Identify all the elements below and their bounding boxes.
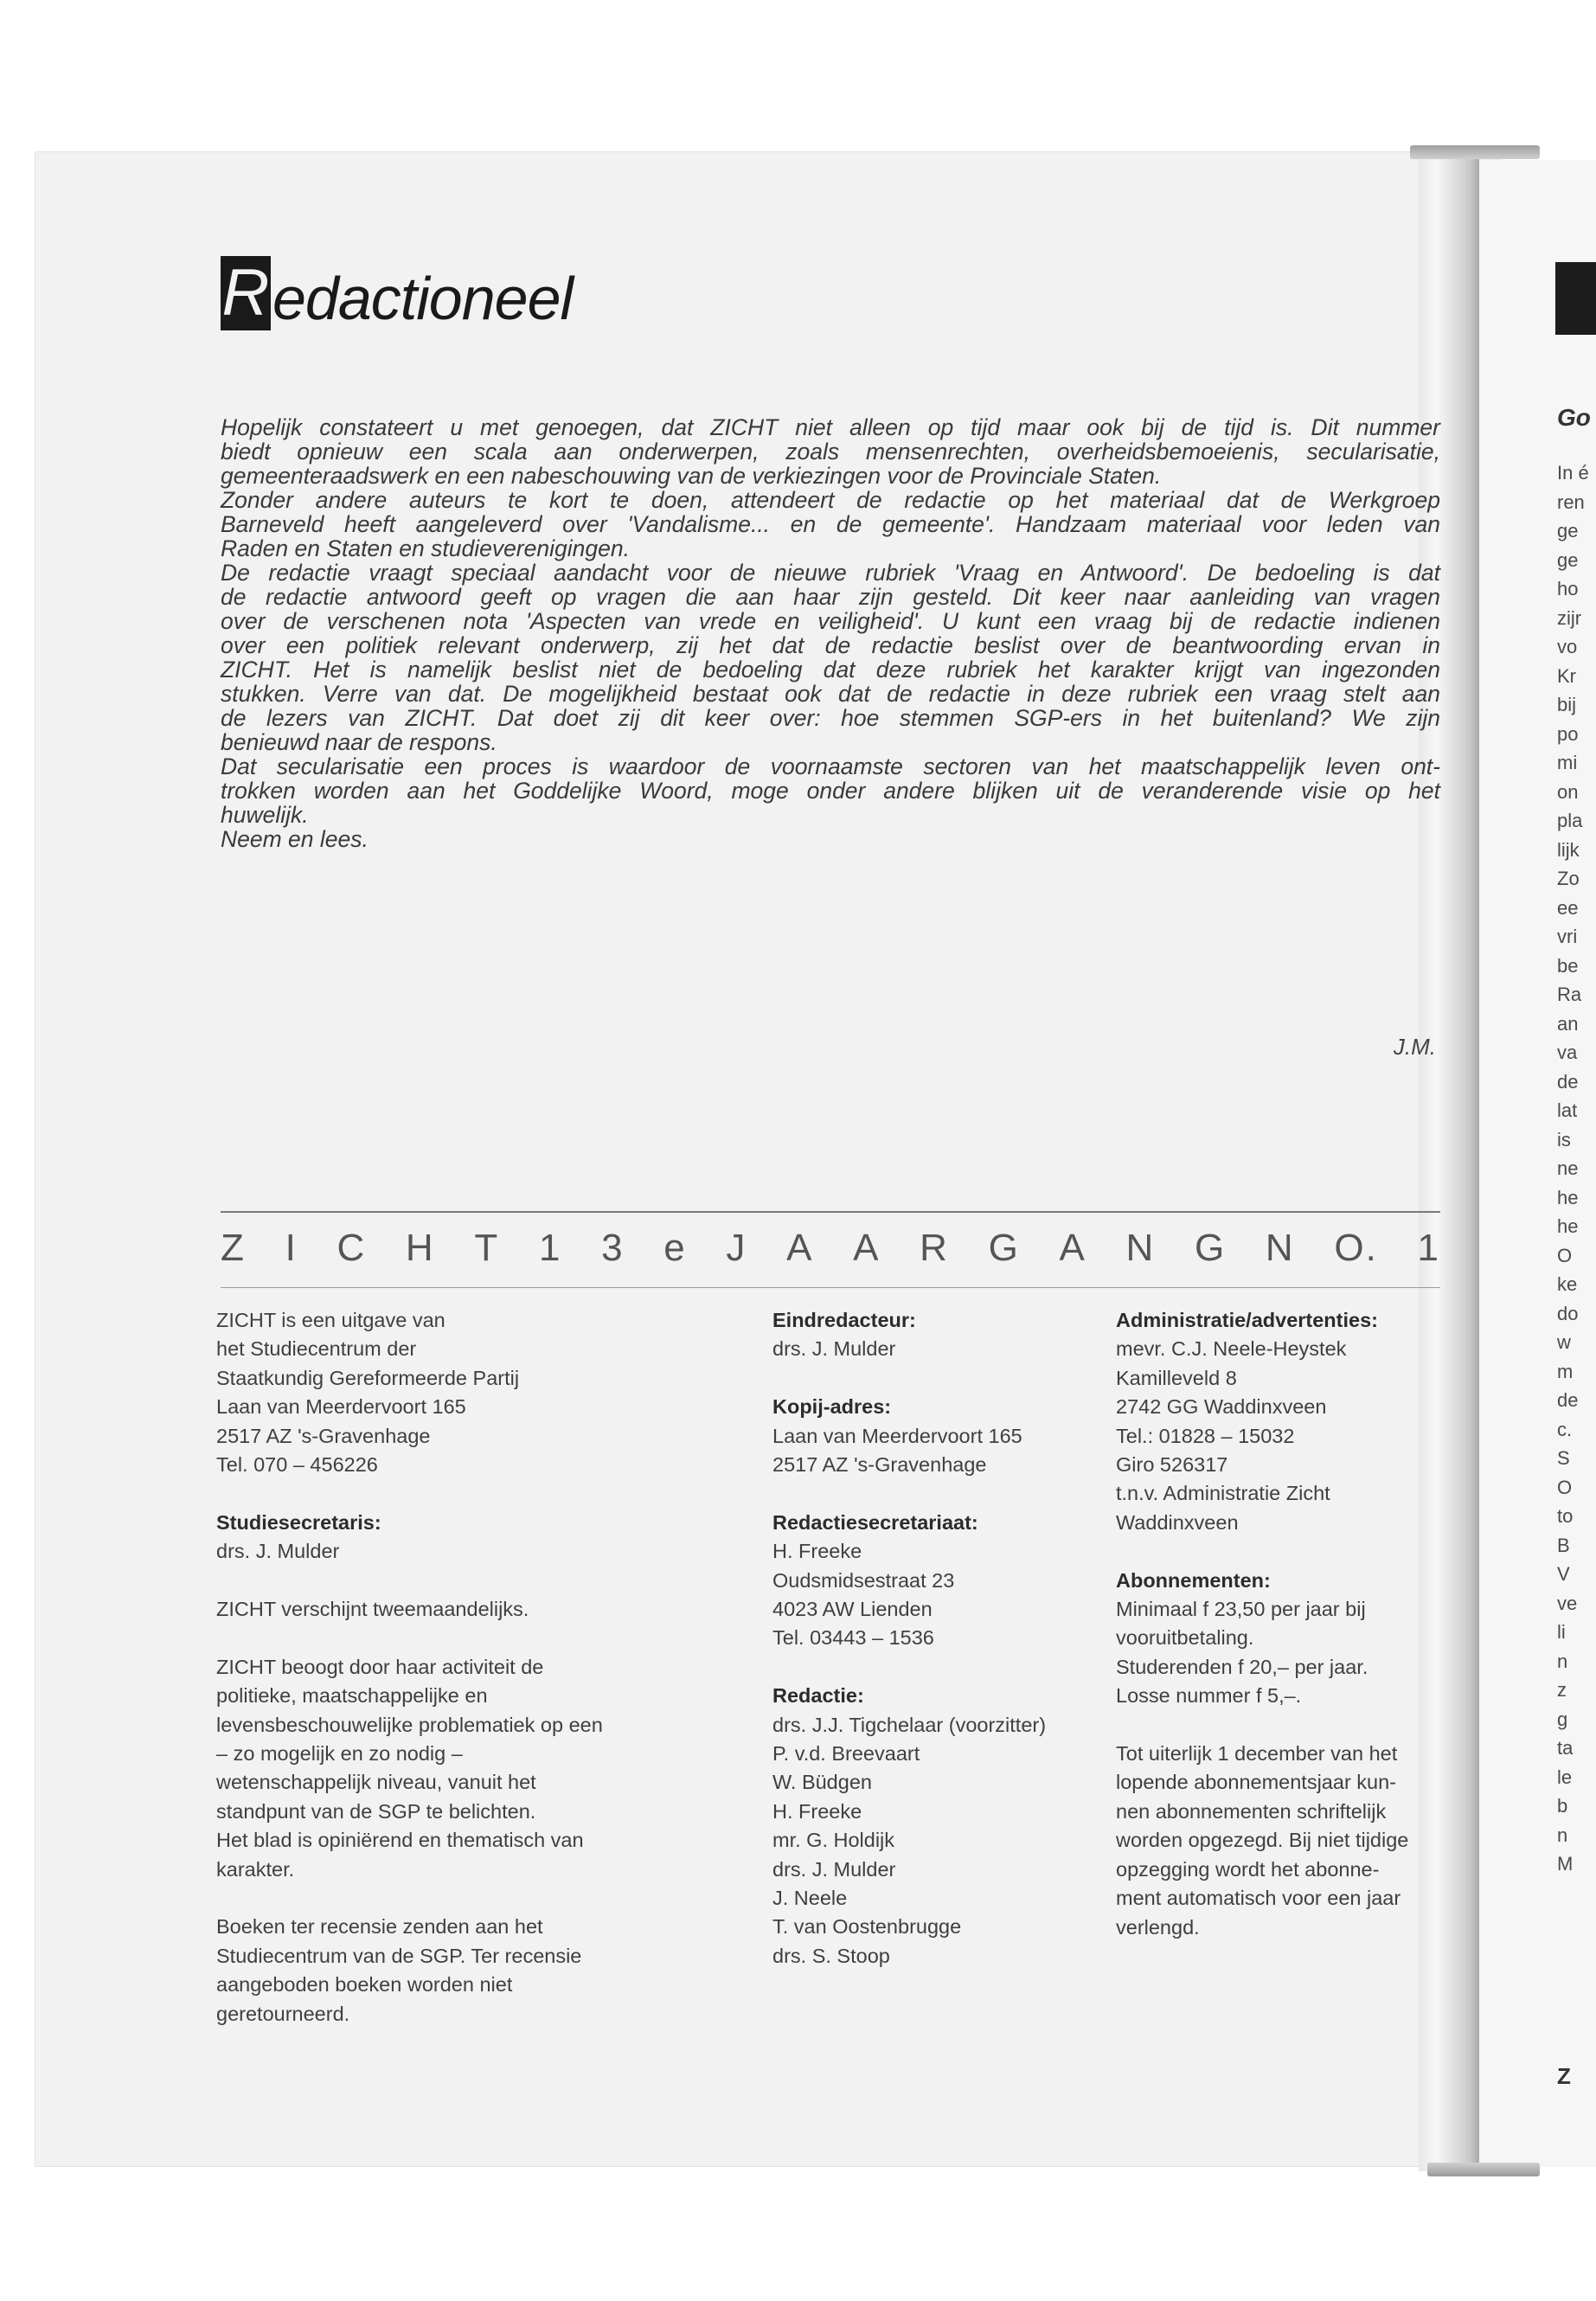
intro-line: de lezers van ZICHT. Dat doet zij dit keer over: hoe stemmen SGP-ers in het buitenland? We zijn [221, 705, 1440, 731]
colophon-heading: Redactie: [772, 1684, 864, 1708]
next-page-line: c. [1557, 1418, 1573, 1440]
next-page-line: ge [1557, 520, 1579, 542]
intro-paragraph [221, 827, 1440, 851]
colophon-line: P. v.d. Breevaart [772, 1742, 920, 1766]
colophon-line: het Studiecentrum der [216, 1337, 417, 1361]
signature: J.M. [1393, 1034, 1436, 1060]
masthead-char: N [1265, 1227, 1295, 1269]
intro-line: huwelijk. [221, 802, 309, 828]
intro-line: De redactie vraagt speciaal aandacht voor de nieuwe rubriek 'Vraag en Antwoord'. De bedoeling is dat [221, 560, 1440, 586]
intro-line: over de verschenen nota 'Aspecten van vrede en veiligheid'. U kunt een vraag bij de redactie indienen [221, 608, 1440, 634]
masthead [221, 1227, 1440, 1270]
binding-cap-bottom [1427, 2163, 1540, 2176]
next-page-line: w [1557, 1331, 1571, 1353]
next-page-line: to [1557, 1505, 1574, 1527]
masthead-char: 1 [1417, 1227, 1440, 1269]
intro-line: Neem en lees. [221, 826, 369, 852]
intro-line: Hopelijk constateert u met genoegen, dat ZICHT niet alleen op tijd maar ook bij de tijd is. Dit nummer [221, 414, 1440, 440]
colophon-heading: Redactiesecretariaat: [772, 1510, 978, 1534]
next-page-line: mi [1557, 752, 1578, 773]
intro-line: trokken worden aan het Goddelijke Woord, moge onder andere blijken uit de veranderende visie op het [221, 778, 1440, 804]
next-page-line: de [1557, 1389, 1579, 1411]
masthead-rule-bottom [221, 1287, 1440, 1288]
colophon-line: ment automatisch voor een jaar [1116, 1887, 1401, 1910]
spacer [216, 1567, 701, 1595]
masthead-char: e [663, 1227, 687, 1269]
intro-paragraph [221, 415, 1440, 488]
colophon-line: H. Freeke [772, 1540, 862, 1563]
next-page-line: ren [1557, 490, 1585, 513]
intro-paragraph [221, 561, 1440, 754]
next-page-line: vo [1557, 636, 1578, 657]
masthead-char: 3 [601, 1227, 625, 1269]
colophon-line: nen abonnementen schriftelijk [1116, 1799, 1387, 1823]
colophon-line: worden opgezegd. Bij niet tijdige [1116, 1829, 1409, 1852]
page-title [221, 251, 573, 330]
next-page-line: he [1557, 1215, 1579, 1237]
masthead-char: Z [221, 1227, 246, 1269]
next-page-line: le [1557, 1766, 1573, 1788]
colophon-column-1 [216, 1306, 701, 2029]
masthead-char: C [337, 1227, 367, 1269]
title-initial: R [221, 256, 270, 330]
intro-line: benieuwd naar de respons. [221, 729, 497, 755]
colophon-line: Waddinxveen [1116, 1510, 1239, 1534]
intro-line: Raden en Staten en studieverenigingen. [221, 535, 630, 561]
colophon-heading: Abonnementen: [1116, 1568, 1271, 1592]
colophon-line: ZICHT beoogt door haar activiteit de [216, 1655, 544, 1678]
intro-line: over een politiek relevant onderwerp, zij het dat de redactie beslist over de beantwoording ervan in [221, 632, 1440, 658]
colophon-line: Staatkundig Gereformeerde Partij [216, 1366, 520, 1389]
intro-line: de redactie antwoord geeft op vragen die aan haar zijn gesteld. Dit keer naar aanleiding van vragen [221, 584, 1440, 610]
colophon-line: aangeboden boeken worden niet [216, 1973, 513, 1997]
colophon-heading: Eindredacteur: [772, 1309, 916, 1331]
masthead-char: O. [1334, 1227, 1378, 1269]
next-page-line: Ra [1557, 984, 1582, 1005]
masthead-char: G [988, 1227, 1020, 1269]
colophon-line: Oudsmidsestraat 23 [772, 1568, 955, 1592]
colophon-line: Boeken ter recensie zenden aan het [216, 1915, 543, 1939]
colophon-line: standpunt van de SGP te belichten. [216, 1799, 536, 1823]
intro-line: ZICHT. Het is namelijk beslist niet de bedoeling dat deze rubriek het karakter krijgt van ingezonden [221, 657, 1440, 683]
spacer [772, 1479, 1118, 1508]
masthead-rule-top [221, 1211, 1440, 1213]
colophon-line: mr. G. Holdijk [772, 1829, 895, 1852]
colophon-line: drs. J. Mulder [772, 1857, 896, 1881]
masthead-char: T [474, 1227, 500, 1269]
next-page-line: Zo [1557, 868, 1580, 889]
next-page-peek [1479, 160, 1596, 2167]
colophon-line: mevr. C.J. Neele-Heystek [1116, 1337, 1347, 1361]
next-page-line: z [1557, 1679, 1567, 1701]
next-page-line: M [1557, 1853, 1574, 1875]
next-page-line: lat [1557, 1099, 1578, 1121]
next-page-line: he [1557, 1186, 1579, 1208]
colophon-line: 4023 AW Lienden [772, 1598, 933, 1621]
intro-line: stukken. Verre van dat. De mogelijkheid bestaat ook dat de redactie in deze rubriek een vraag stelt aan [221, 681, 1440, 707]
colophon-line: 2517 AZ 's-Gravenhage [772, 1453, 987, 1477]
colophon-line: H. Freeke [772, 1799, 862, 1823]
next-page-line: li [1557, 1621, 1566, 1643]
colophon-line: Giro 526317 [1116, 1453, 1228, 1477]
next-page-line: be [1557, 954, 1579, 977]
intro-line: gemeenteraadswerk en een nabeschouwing van de verkiezingen voor de Provinciale Staten. [221, 463, 1162, 489]
colophon-line: J. Neele [772, 1887, 848, 1910]
next-page-line: ee [1557, 896, 1579, 919]
masthead-char: N [1125, 1227, 1156, 1269]
colophon-line: wetenschappelijk niveau, vanuit het [216, 1771, 536, 1794]
colophon-line: Studiecentrum van de SGP. Ter recensie [216, 1944, 582, 1967]
colophon-column-3 [1116, 1306, 1445, 1942]
next-page-line: O [1557, 1244, 1573, 1266]
colophon-heading: Studiesecretaris: [216, 1510, 381, 1534]
masthead-char: I [285, 1227, 298, 1269]
next-page-line: O [1557, 1476, 1573, 1498]
colophon-line: Het blad is opiniërend en thematisch van [216, 1829, 584, 1852]
next-page-line: vri [1557, 926, 1578, 947]
colophon-line: drs. S. Stoop [772, 1944, 890, 1967]
colophon-line: Losse nummer f 5,–. [1116, 1684, 1302, 1708]
next-page-line: do [1557, 1302, 1579, 1324]
colophon-line: – zo mogelijk en zo nodig – [216, 1742, 463, 1766]
masthead-char: A [786, 1227, 814, 1269]
next-page-line: B [1557, 1534, 1570, 1556]
colophon-line: Studerenden f 20,– per jaar. [1116, 1655, 1368, 1678]
colophon-line: Laan van Meerdervoort 165 [772, 1424, 1022, 1447]
intro-paragraph [221, 754, 1440, 827]
colophon-line: vooruitbetaling. [1116, 1626, 1254, 1650]
masthead-char: J [726, 1227, 747, 1269]
colophon-line: drs. J.J. Tigchelaar (voorzitter) [772, 1713, 1047, 1736]
colophon-line: geretourneerd. [216, 2002, 350, 2025]
next-page-line: n [1557, 1823, 1568, 1846]
colophon-line: t.n.v. Administratie Zicht [1116, 1482, 1330, 1505]
next-page-line: ta [1557, 1737, 1574, 1759]
title-rest: edactioneel [272, 265, 574, 332]
intro-paragraph [221, 488, 1440, 561]
next-page-line: g [1557, 1708, 1568, 1730]
next-page-line: m [1557, 1360, 1574, 1382]
editorial-text [221, 415, 1440, 851]
next-page-bottom: Z [1557, 2063, 1571, 2089]
next-page-logo [1555, 262, 1596, 335]
colophon-line: ZICHT verschijnt tweemaandelijks. [216, 1598, 529, 1621]
intro-line: Barneveld heeft aangeleverd over 'Vandalisme... en de gemeente'. Handzaam materiaal voor leden van [221, 511, 1440, 537]
next-page-line: ne [1557, 1157, 1579, 1179]
colophon-line: Tot uiterlijk 1 december van het [1116, 1742, 1398, 1766]
binding-cap-top [1410, 145, 1540, 159]
next-page-line: ho [1557, 578, 1579, 599]
next-page-line: de [1557, 1070, 1579, 1093]
masthead-char: A [853, 1227, 881, 1269]
colophon-line: Tel.: 01828 – 15032 [1116, 1424, 1295, 1447]
colophon-line: 2517 AZ 's-Gravenhage [216, 1424, 431, 1447]
intro-line: biedt opnieuw een scala aan onderwerpen, zoals mensenrechten, overheidsbemoeienis, secularisatie, [221, 439, 1440, 465]
colophon-line: levensbeschouwelijke problematiek op een [216, 1713, 603, 1736]
spacer [772, 1364, 1118, 1393]
next-page-line: po [1557, 722, 1579, 745]
colophon-line: 2742 GG Waddinxveen [1116, 1395, 1327, 1419]
colophon-line: lopende abonnementsjaar kun- [1116, 1771, 1397, 1794]
masthead-char: H [405, 1227, 435, 1269]
masthead-char: A [1059, 1227, 1086, 1269]
colophon-line: opzegging wordt het abonne- [1116, 1857, 1380, 1881]
next-page-line: ge [1557, 548, 1579, 571]
next-page-line: S [1557, 1447, 1570, 1469]
next-page-line: Kr [1557, 664, 1576, 687]
next-page-line: V [1557, 1563, 1570, 1585]
colophon-line: T. van Oostenbrugge [772, 1915, 962, 1939]
next-page-line: ke [1557, 1273, 1578, 1295]
masthead-char: R [920, 1227, 949, 1269]
next-page-subtitle: Go [1557, 404, 1591, 431]
next-page-line: is [1557, 1128, 1571, 1150]
colophon-line: ZICHT is een uitgave van [216, 1309, 445, 1331]
colophon-line: Laan van Meerdervoort 165 [216, 1395, 466, 1419]
next-page-line: an [1557, 1012, 1579, 1035]
spacer [772, 1653, 1118, 1682]
next-page-line: va [1557, 1042, 1578, 1063]
colophon-line: Kamilleveld 8 [1116, 1366, 1237, 1389]
next-page-line: pla [1557, 810, 1583, 831]
colophon-line: Minimaal f 23,50 per jaar bij [1116, 1598, 1366, 1621]
spacer [216, 1479, 701, 1508]
next-page-line: bij [1557, 694, 1577, 715]
colophon-line: Tel. 03443 – 1536 [772, 1626, 934, 1650]
colophon-heading: Kopij-adres: [772, 1395, 892, 1419]
colophon-line: verlengd. [1116, 1915, 1200, 1939]
next-page-line: ve [1557, 1592, 1578, 1614]
colophon-heading: Administratie/advertenties: [1116, 1309, 1378, 1331]
colophon-line: politieke, maatschappelijke en [216, 1684, 488, 1708]
colophon-line: karakter. [216, 1857, 295, 1881]
colophon-line: drs. J. Mulder [772, 1337, 896, 1361]
spacer [1116, 1537, 1445, 1566]
next-page-text [1557, 458, 1596, 1879]
spacer [216, 1624, 701, 1652]
next-page-line: on [1557, 780, 1579, 803]
masthead-char: 1 [538, 1227, 562, 1269]
colophon-column-2 [772, 1306, 1118, 1971]
spacer [216, 1884, 701, 1913]
next-page-line: lijk [1557, 838, 1580, 861]
colophon-line: drs. J. Mulder [216, 1540, 340, 1563]
colophon-line: W. Büdgen [772, 1771, 872, 1794]
next-page-line: n [1557, 1650, 1568, 1672]
next-page-line: zijr [1557, 606, 1582, 629]
intro-line: Dat secularisatie een proces is waardoor de voornaamste sectoren van het maatschappelijk leven ont- [221, 753, 1440, 779]
spacer [1116, 1711, 1445, 1740]
intro-line: Zonder andere auteurs te kort te doen, attendeert de redactie op het materiaal dat de Werkgroep [221, 487, 1440, 513]
next-page-line: b [1557, 1795, 1568, 1817]
colophon-line: Tel. 070 – 456226 [216, 1453, 378, 1477]
masthead-char: G [1194, 1227, 1227, 1269]
next-page-line: In é [1557, 462, 1589, 484]
